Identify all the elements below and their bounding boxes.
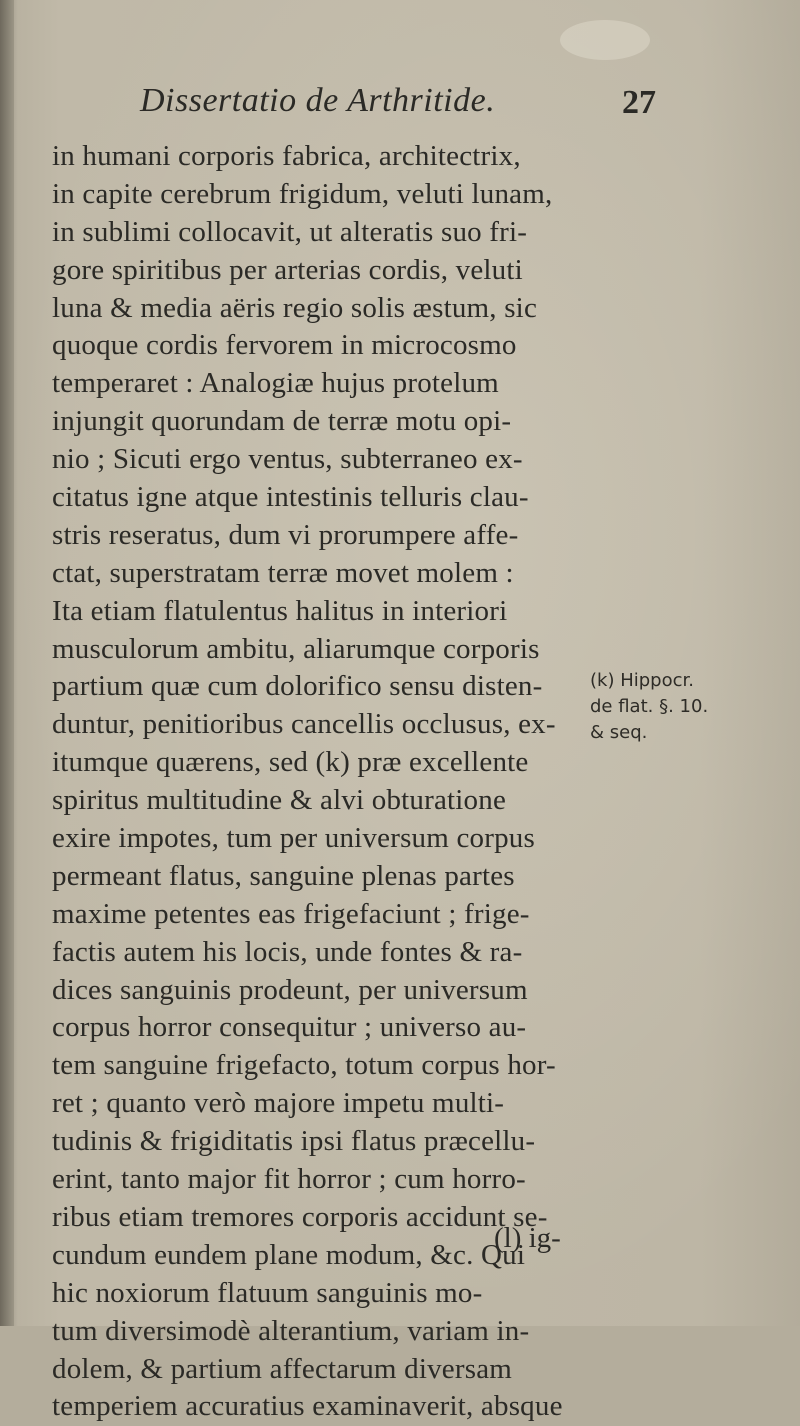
text-line: tem sanguine frigefacto, totum corpus hor- bbox=[52, 1049, 556, 1082]
text-line: Ita etiam flatulentus halitus in interiori bbox=[52, 594, 508, 627]
text-line: corpus horror consequitur ; universo au- bbox=[52, 1011, 527, 1044]
text-line: temperiem accuratius examinaverit, absque bbox=[52, 1390, 563, 1423]
text-line: dices sanguinis prodeunt, per universum bbox=[52, 973, 528, 1006]
text-line: exire impotes, tum per universum corpus bbox=[52, 822, 535, 855]
text-line: ret ; quanto verò majore impetu multi- bbox=[52, 1087, 505, 1120]
text-line: quoque cordis fervorem in microcosmo bbox=[52, 329, 517, 362]
page-gutter bbox=[0, 0, 14, 1326]
text-line: gore spiritibus per arterias cordis, veluti bbox=[52, 253, 523, 286]
page-number: 27 bbox=[622, 84, 656, 121]
text-line: hic noxiorum flatuum sanguinis mo- bbox=[52, 1276, 483, 1309]
text-line: luna & media aëris regio solis æstum, sic bbox=[52, 291, 538, 324]
text-line: in humani corporis fabrica, architectrix, bbox=[52, 140, 521, 172]
text-line: factis autem his locis, unde fontes & ra- bbox=[52, 935, 523, 968]
margin-note-line: (k) Hippocr. bbox=[590, 670, 694, 691]
page-header bbox=[140, 82, 740, 132]
text-line: itumque quærens, sed (k) præ excellente bbox=[52, 746, 529, 779]
text-line: maxime petentes eas frigefaciunt ; frige- bbox=[52, 897, 530, 930]
text-line: cundum eundem plane modum, &c. Qui bbox=[52, 1238, 526, 1271]
text-line: tudinis & frigiditatis ipsi flatus præcellu- bbox=[52, 1125, 536, 1158]
text-line: nio ; Sicuti ergo ventus, subterraneo ex- bbox=[52, 443, 523, 476]
text-line: ctat, superstratam terræ movet molem : bbox=[52, 556, 514, 589]
text-line: temperaret : Analogiæ hujus protelum bbox=[52, 367, 499, 400]
text-line: musculorum ambitu, aliarumque corporis bbox=[52, 632, 540, 665]
margin-note bbox=[590, 668, 780, 746]
text-line: stris reseratus, dum vi prorumpere affe- bbox=[52, 518, 519, 551]
text-line: citatus igne atque intestinis telluris clau- bbox=[52, 481, 529, 514]
text-line: erint, tanto major fit horror ; cum horro- bbox=[52, 1163, 526, 1196]
margin-note-line: & seq. bbox=[590, 722, 648, 743]
text-line: in capite cerebrum frigidum, veluti lunam, bbox=[52, 177, 553, 210]
text-line: in sublimi collocavit, ut alteratis suo fri- bbox=[52, 215, 528, 248]
text-line: tum diversimodè alterantium, variam in- bbox=[52, 1314, 530, 1347]
text-line: partium quæ cum dolorifico sensu disten- bbox=[52, 670, 543, 703]
text-line: injungit quorundam de terræ motu opi- bbox=[52, 405, 512, 438]
text-line: permeant flatus, sanguine plenas partes bbox=[52, 859, 515, 892]
catchword: (l) ig- bbox=[494, 1222, 561, 1254]
text-line: dolem, & partium affectarum diversam bbox=[52, 1352, 513, 1385]
text-line: spiritus multitudine & alvi obturatione bbox=[52, 784, 507, 817]
running-title: Dissertatio de Arthritide. bbox=[140, 82, 496, 119]
paper-stain bbox=[560, 20, 650, 60]
text-line: ribus etiam tremores corporis accidunt se- bbox=[52, 1200, 548, 1233]
margin-note-line: de flat. §. 10. bbox=[590, 696, 709, 717]
text-line: duntur, penitioribus cancellis occlusus, ex- bbox=[52, 708, 556, 741]
